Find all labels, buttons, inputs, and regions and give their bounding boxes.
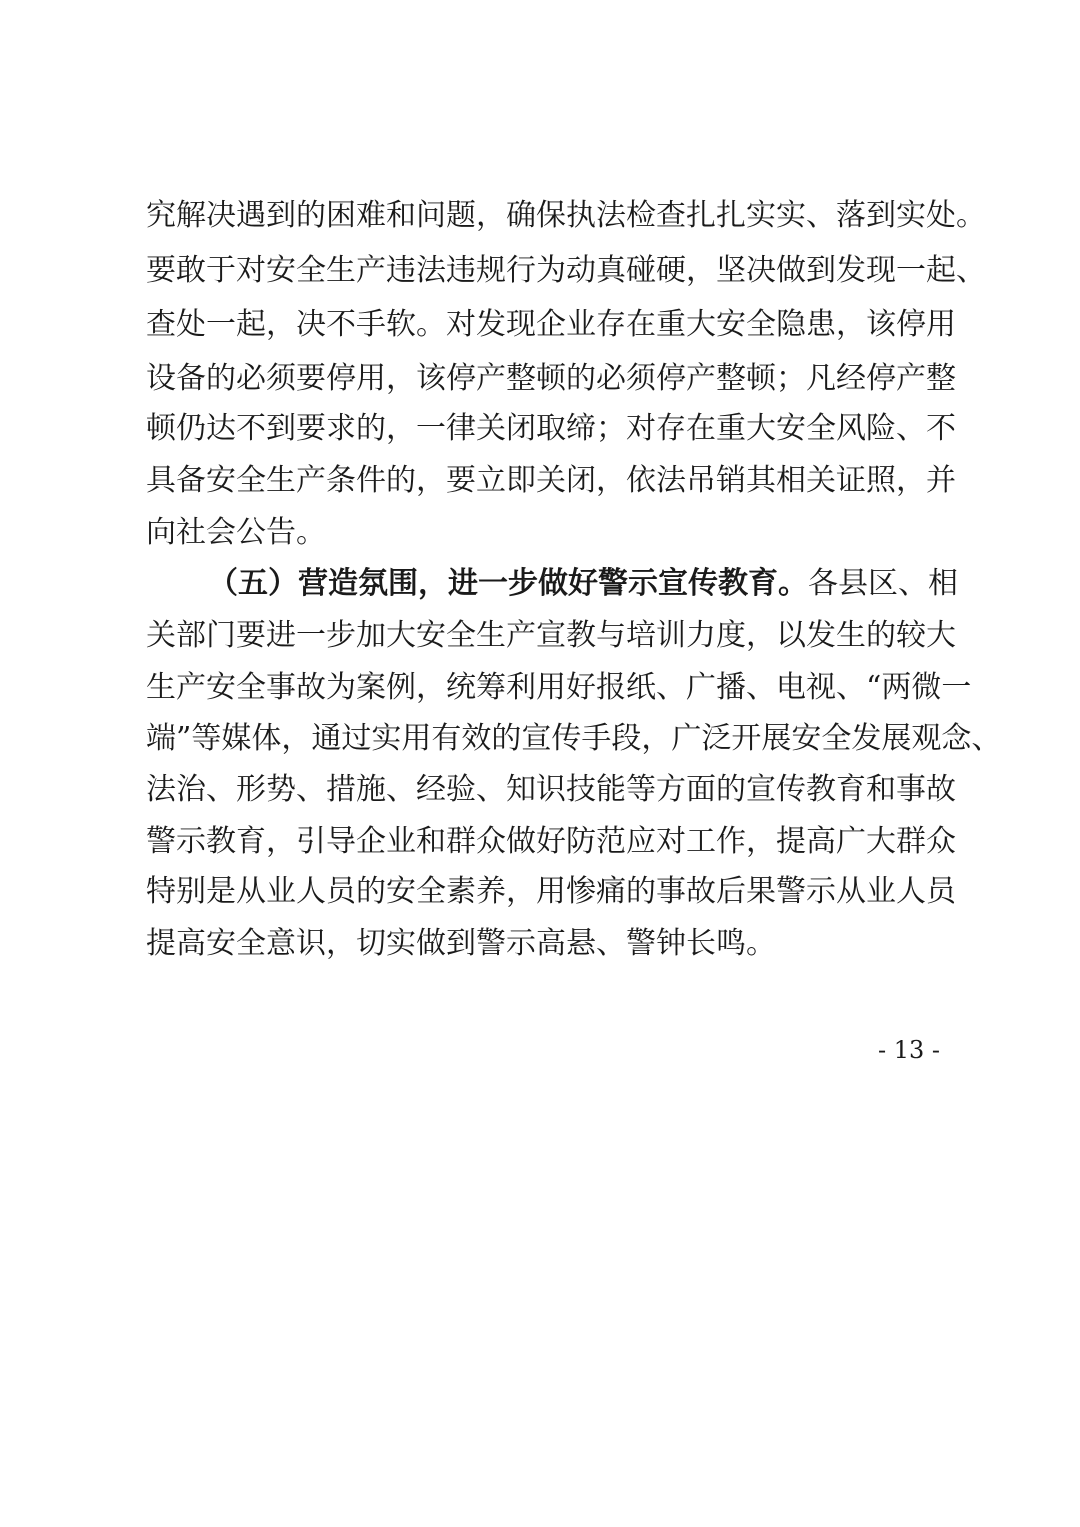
text-line: 查处一起，决不手软。对发现企业存在重大安全隐患，该停用	[146, 307, 956, 342]
text-line: 端”等媒体，通过实用有效的宣传手段，广泛开展安全发展观念、	[146, 721, 1002, 756]
text-line: 究解决遇到的困难和问题，确保执法检查扎扎实实、落到实处。	[146, 198, 986, 233]
text-line: 特别是从业人员的安全素养，用惨痛的事故后果警示从业人员	[146, 874, 956, 909]
section-heading-line	[208, 564, 958, 604]
text-line: 生产安全事故为案例，统筹利用好报纸、广播、电视、“两微一	[146, 670, 972, 705]
text-line: 具备安全生产条件的，要立即关闭，依法吊销其相关证照，并	[146, 463, 956, 498]
text-line: 警示教育，引导企业和群众做好防范应对工作，提高广大群众	[146, 824, 956, 859]
text-line: 设备的必须要停用，该停产整顿的必须停产整顿；凡经停产整	[146, 361, 956, 396]
text-line: 提高安全意识，切实做到警示高悬、警钟长鸣。	[146, 926, 776, 961]
text-line: 关部门要进一步加大安全生产宣教与培训力度，以发生的较大	[146, 618, 956, 653]
heading-line-rest: 各县区、相	[808, 566, 958, 601]
page-number: - 13 -	[877, 1036, 940, 1064]
text-line: 要敢于对安全生产违法违规行为动真碰硬，坚决做到发现一起、	[146, 253, 986, 288]
text-line: 法治、形势、措施、经验、知识技能等方面的宣传教育和事故	[146, 772, 956, 807]
text-line: 顿仍达不到要求的，一律关闭取缔；对存在重大安全风险、不	[146, 411, 956, 446]
section-heading: （五）营造氛围，进一步做好警示宣传教育。	[208, 566, 808, 601]
text-line: 向社会公告。	[146, 515, 326, 550]
